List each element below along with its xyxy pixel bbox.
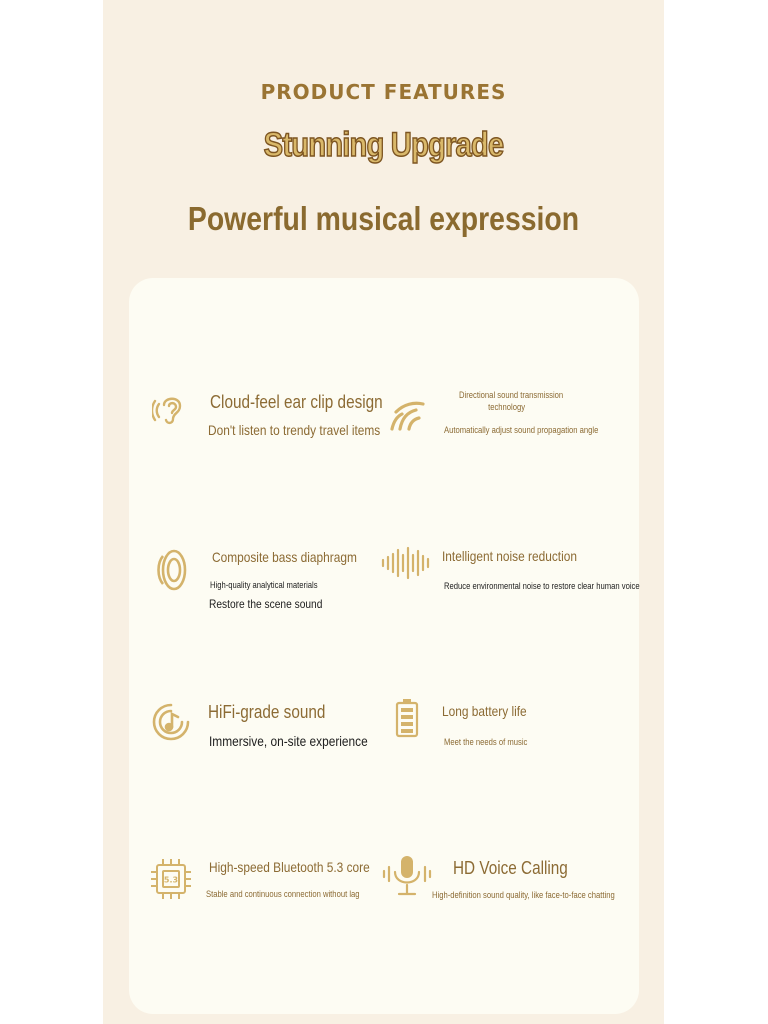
sound-wave-icon xyxy=(381,546,433,580)
battery-icon xyxy=(395,698,419,738)
feature-desc-ear-clip: Don't listen to trendy travel items xyxy=(208,422,381,438)
feature-title-bass-diaphragm: Composite bass diaphragm xyxy=(212,549,357,565)
feature-title-bluetooth: High-speed Bluetooth 5.3 core xyxy=(209,859,370,875)
feature-title-noise-reduction: Intelligent noise reduction xyxy=(442,548,577,564)
feature-desc-directional: Automatically adjust sound propagation angle xyxy=(444,425,599,435)
feature-title-hifi: HiFi-grade sound xyxy=(208,702,326,722)
feature-desc-bass-diaphragm-line1: High-quality analytical materials xyxy=(210,580,318,590)
feature-desc-hd-voice: High-definition sound quality, like face-to-face chatting xyxy=(432,890,615,900)
headline: Stunning Upgrade xyxy=(263,126,504,164)
feature-desc-bluetooth: Stable and continuous connection without lag xyxy=(206,889,360,899)
microphone-icon xyxy=(381,854,433,898)
feature-title-hd-voice: HD Voice Calling xyxy=(453,858,568,878)
feature-title-directional-line2: technology xyxy=(488,402,526,412)
section-eyebrow: PRODUCT FEATURES xyxy=(260,80,507,104)
directional-waves-icon xyxy=(388,398,426,432)
subheadline: Powerful musical expression xyxy=(187,200,580,237)
feature-desc-bass-diaphragm-line2: Restore the scene sound xyxy=(209,597,323,611)
music-note-icon xyxy=(152,703,190,741)
speaker-diaphragm-icon xyxy=(154,547,188,593)
feature-desc-battery: Meet the needs of music xyxy=(444,737,528,747)
ear-icon xyxy=(152,391,190,429)
bluetooth-chip-icon xyxy=(151,858,191,900)
feature-desc-noise-reduction: Reduce environmental noise to restore clear human voice xyxy=(444,581,640,591)
feature-desc-hifi: Immersive, on-site experience xyxy=(209,733,368,749)
feature-title-battery: Long battery life xyxy=(442,703,527,719)
feature-title-directional-line1: Directional sound transmission xyxy=(459,390,564,400)
features-card xyxy=(129,278,639,1014)
feature-title-ear-clip: Cloud-feel ear clip design xyxy=(210,392,383,412)
chip-label: 5.3 xyxy=(163,875,179,885)
